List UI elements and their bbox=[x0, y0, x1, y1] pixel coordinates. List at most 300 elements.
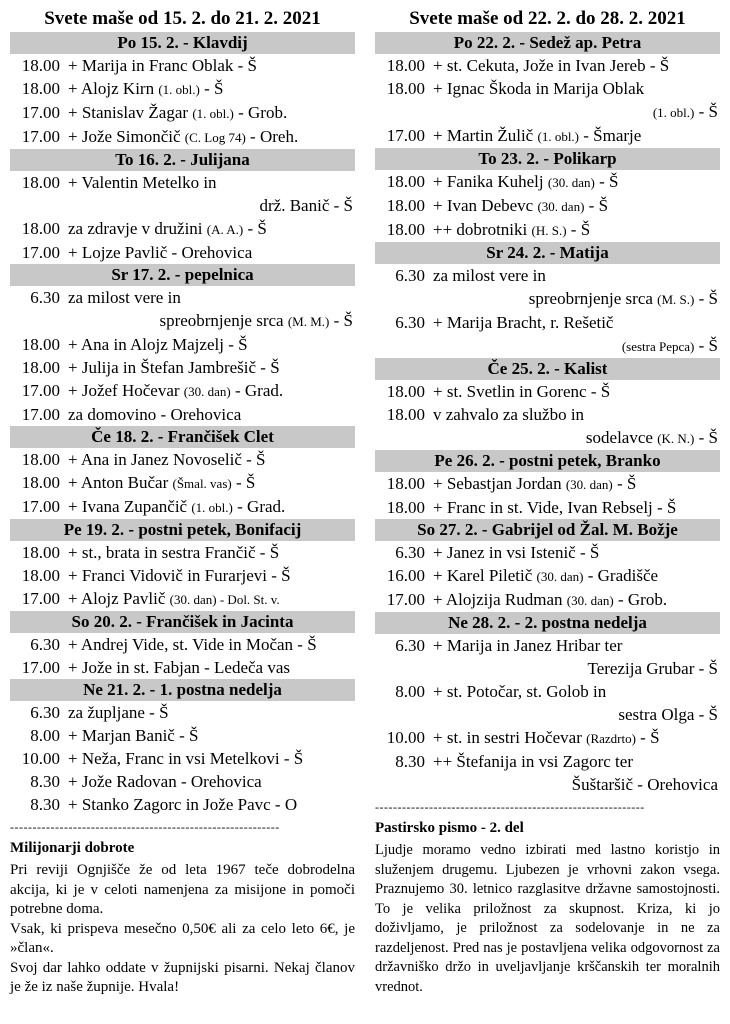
intention-note: (1. obl.) bbox=[158, 82, 200, 97]
intention-text: + Jožef Hočevar bbox=[68, 381, 184, 400]
mass-intention bbox=[68, 747, 355, 770]
mass-intention bbox=[433, 564, 720, 588]
mass-row bbox=[375, 403, 720, 426]
mass-entry bbox=[375, 194, 720, 218]
mass-entry bbox=[375, 496, 720, 519]
mass-time: 18.00 bbox=[21, 543, 60, 562]
continuation-text: sestra Olga - Š bbox=[618, 705, 718, 724]
mass-entry bbox=[10, 356, 355, 379]
intention-text: + Valentin Metelko in bbox=[68, 173, 217, 192]
left-days bbox=[10, 32, 355, 816]
mass-row bbox=[10, 747, 355, 770]
mass-row bbox=[375, 726, 720, 750]
mass-time: 18.00 bbox=[386, 56, 425, 75]
intention-note: (30. dan) - Dol. St. v. bbox=[169, 592, 280, 607]
left-article bbox=[10, 840, 355, 998]
mass-row bbox=[10, 701, 355, 724]
mass-time: 18.00 bbox=[21, 335, 60, 354]
mass-intention bbox=[433, 194, 720, 218]
article-paragraph: Svoj dar lahko oddate v župnijski pisarni. Nekaj članov je že iz naše župnije. Hvala! bbox=[10, 959, 355, 995]
mass-time: 6.30 bbox=[395, 313, 425, 332]
mass-entry bbox=[375, 54, 720, 77]
day-header: Če 18. 2. - Frančišek Clet bbox=[10, 426, 355, 448]
mass-intention bbox=[68, 471, 355, 495]
day-header: Po 15. 2. - Klavdij bbox=[10, 32, 355, 54]
mass-entry bbox=[10, 333, 355, 356]
mass-intention bbox=[433, 541, 720, 564]
mass-continuation bbox=[10, 194, 355, 217]
mass-entry bbox=[375, 472, 720, 496]
mass-time: 17.00 bbox=[21, 243, 60, 262]
intention-text: + Marija in Janez Hribar ter bbox=[433, 636, 623, 655]
mass-time: 6.30 bbox=[30, 703, 60, 722]
mass-intention bbox=[433, 124, 720, 148]
mass-intention bbox=[68, 724, 355, 747]
mass-row bbox=[375, 170, 720, 194]
mass-entry bbox=[375, 77, 720, 124]
mass-entry bbox=[10, 701, 355, 724]
day-header: So 27. 2. - Gabrijel od Žal. M. Božje bbox=[375, 519, 720, 541]
mass-time: 17.00 bbox=[21, 381, 60, 400]
mass-intention bbox=[433, 403, 720, 426]
mass-time: 18.00 bbox=[386, 382, 425, 401]
mass-intention bbox=[68, 564, 355, 587]
intention-note: (A. A.) bbox=[206, 222, 244, 237]
mass-time: 18.00 bbox=[21, 450, 60, 469]
intention-text: + st. Svetlin in Gorenc - Š bbox=[433, 382, 611, 401]
right-days bbox=[375, 32, 720, 796]
intention-location: - Š bbox=[231, 473, 256, 492]
mass-entry bbox=[375, 264, 720, 311]
mass-row bbox=[375, 564, 720, 588]
mass-intention bbox=[433, 588, 720, 612]
intention-note: (30. dan) bbox=[183, 384, 231, 399]
intention-text: + Jože Simončič bbox=[68, 127, 185, 146]
mass-intention bbox=[68, 495, 355, 519]
mass-entry bbox=[10, 379, 355, 403]
mass-entry bbox=[10, 541, 355, 564]
mass-row bbox=[10, 633, 355, 656]
mass-time: 18.00 bbox=[21, 566, 60, 585]
mass-entry bbox=[375, 380, 720, 403]
mass-row bbox=[10, 564, 355, 587]
mass-intention bbox=[68, 356, 355, 379]
left-column bbox=[10, 6, 355, 998]
continuation-note: (sestra Pepca) bbox=[621, 339, 695, 354]
mass-row bbox=[10, 101, 355, 125]
intention-text: za župljane - Š bbox=[68, 703, 169, 722]
continuation-text: spreobrnjenje srca bbox=[159, 311, 288, 330]
mass-continuation bbox=[10, 309, 355, 333]
mass-entry bbox=[10, 241, 355, 264]
intention-text: + Stanislav Žagar bbox=[68, 103, 193, 122]
intention-note: (30. dan) bbox=[537, 199, 585, 214]
mass-intention bbox=[433, 680, 720, 703]
mass-time: 18.00 bbox=[386, 405, 425, 424]
intention-text: v zahvalo za službo in bbox=[433, 405, 585, 424]
mass-intention bbox=[68, 241, 355, 264]
mass-time: 8.00 bbox=[395, 682, 425, 701]
intention-location: - Grad. bbox=[232, 497, 286, 516]
mass-continuation bbox=[375, 703, 720, 726]
mass-intention bbox=[68, 793, 355, 816]
mass-intention bbox=[68, 77, 355, 101]
mass-intention bbox=[68, 541, 355, 564]
intention-location: - Gradišče bbox=[583, 566, 659, 585]
intention-location: - Šmarje bbox=[579, 126, 642, 145]
intention-note: (30. dan) bbox=[566, 593, 614, 608]
mass-entry bbox=[375, 588, 720, 612]
mass-entry bbox=[10, 77, 355, 101]
mass-time: 18.00 bbox=[386, 79, 425, 98]
mass-intention bbox=[68, 54, 355, 77]
mass-intention bbox=[433, 311, 720, 334]
intention-text: za domovino - Orehovica bbox=[68, 405, 242, 424]
mass-row bbox=[10, 656, 355, 679]
intention-note: (1. obl.) bbox=[191, 500, 233, 515]
continuation-text: sodelavce bbox=[585, 428, 658, 447]
intention-text: + Neža, Franc in vsi Metelkovi - Š bbox=[68, 749, 304, 768]
left-article-body bbox=[10, 861, 355, 998]
mass-entry bbox=[375, 750, 720, 796]
mass-row bbox=[375, 472, 720, 496]
mass-time: 18.00 bbox=[386, 172, 425, 191]
day-header: Ne 21. 2. - 1. postna nedelja bbox=[10, 679, 355, 701]
mass-entry bbox=[10, 125, 355, 149]
intention-location: - Š bbox=[584, 196, 609, 215]
day-header: Sr 17. 2. - pepelnica bbox=[10, 264, 355, 286]
mass-row bbox=[375, 218, 720, 242]
continuation-location: - Š bbox=[694, 428, 718, 447]
intention-text: + Ana in Alojz Majzelj - Š bbox=[68, 335, 248, 354]
day-header: Pe 26. 2. - postni petek, Branko bbox=[375, 450, 720, 472]
intention-text: + Lojze Pavlič - Orehovica bbox=[68, 243, 253, 262]
intention-location: - Grob. bbox=[613, 590, 668, 609]
mass-time: 18.00 bbox=[386, 498, 425, 517]
mass-time: 10.00 bbox=[21, 749, 60, 768]
mass-intention bbox=[68, 171, 355, 194]
intention-text: + st. Cekuta, Jože in Ivan Jereb - Š bbox=[433, 56, 670, 75]
intention-text: + Karel Piletič bbox=[433, 566, 537, 585]
mass-intention bbox=[68, 333, 355, 356]
intention-text: + Marija in Franc Oblak - Š bbox=[68, 56, 257, 75]
mass-row bbox=[10, 356, 355, 379]
mass-intention bbox=[433, 634, 720, 657]
article-paragraph: Vsak, ki prispeva mesečno 0,50€ ali za celo leto 6€, je »član«. bbox=[10, 920, 355, 956]
continuation-location: - Š bbox=[694, 289, 718, 308]
mass-row bbox=[10, 171, 355, 194]
mass-time: 18.00 bbox=[386, 196, 425, 215]
mass-row bbox=[10, 495, 355, 519]
intention-text: za milost vere in bbox=[433, 266, 546, 285]
intention-location: - Š bbox=[199, 79, 224, 98]
mass-time: 16.00 bbox=[386, 566, 425, 585]
intention-text: ++ Štefanija in vsi Zagorc ter bbox=[433, 752, 633, 771]
mass-row bbox=[10, 286, 355, 309]
mass-entry bbox=[10, 101, 355, 125]
mass-time: 10.00 bbox=[386, 728, 425, 747]
intention-text: + Alojz Kirn bbox=[68, 79, 159, 98]
mass-entry bbox=[375, 403, 720, 450]
mass-intention bbox=[68, 770, 355, 793]
mass-intention bbox=[68, 656, 355, 679]
intention-text: + Alojz Pavlič bbox=[68, 589, 170, 608]
mass-entry bbox=[375, 170, 720, 194]
mass-row bbox=[375, 380, 720, 403]
day-header: Po 22. 2. - Sedež ap. Petra bbox=[375, 32, 720, 54]
continuation-note: (M. M.) bbox=[287, 314, 330, 329]
day-header: Pe 19. 2. - postni petek, Bonifacij bbox=[10, 519, 355, 541]
mass-row bbox=[375, 124, 720, 148]
mass-entry bbox=[375, 218, 720, 242]
mass-row bbox=[375, 311, 720, 334]
mass-time: 8.30 bbox=[30, 795, 60, 814]
mass-intention bbox=[68, 448, 355, 471]
intention-text: + st. in sestri Hočevar bbox=[433, 728, 587, 747]
intention-text: + Alojzija Rudman bbox=[433, 590, 567, 609]
continuation-text: spreobrnjenje srca bbox=[528, 289, 658, 308]
mass-intention bbox=[433, 750, 720, 773]
mass-time: 18.00 bbox=[21, 79, 60, 98]
mass-entry bbox=[375, 564, 720, 588]
mass-time: 18.00 bbox=[21, 219, 60, 238]
left-separator: ------------------------------------------------------------ bbox=[10, 820, 280, 834]
continuation-text: Šuštaršič - Orehovica bbox=[571, 775, 718, 794]
mass-entry bbox=[10, 564, 355, 587]
mass-row bbox=[10, 54, 355, 77]
mass-entry bbox=[10, 633, 355, 656]
mass-intention bbox=[68, 217, 355, 241]
continuation-note: (M. S.) bbox=[657, 292, 695, 307]
mass-row bbox=[10, 379, 355, 403]
mass-row bbox=[10, 77, 355, 101]
intention-note: (30. dan) bbox=[547, 175, 595, 190]
intention-text: + Jože in st. Fabjan - Ledeča vas bbox=[68, 658, 291, 677]
intention-text: + Jože Radovan - Orehovica bbox=[68, 772, 262, 791]
mass-entry bbox=[375, 680, 720, 726]
mass-time: 8.00 bbox=[30, 726, 60, 745]
mass-time: 18.00 bbox=[21, 56, 60, 75]
mass-time: 17.00 bbox=[21, 589, 60, 608]
day-header: To 23. 2. - Polikarp bbox=[375, 148, 720, 170]
right-separator: ------------------------------------------------------------ bbox=[375, 800, 645, 814]
mass-row bbox=[375, 750, 720, 773]
intention-text: za milost vere in bbox=[68, 288, 181, 307]
mass-time: 17.00 bbox=[21, 103, 60, 122]
intention-text: + Ivana Zupančič bbox=[68, 497, 192, 516]
mass-intention bbox=[68, 379, 355, 403]
intention-note: (Šmal. vas) bbox=[172, 476, 232, 491]
intention-text: + Martin Žulič bbox=[433, 126, 538, 145]
intention-text: + st., brata in sestra Frančič - Š bbox=[68, 543, 280, 562]
mass-row bbox=[10, 541, 355, 564]
mass-time: 17.00 bbox=[21, 127, 60, 146]
mass-intention bbox=[433, 726, 720, 750]
right-article bbox=[375, 820, 720, 997]
mass-row bbox=[375, 264, 720, 287]
intention-text: + Ana in Janez Novoselič - Š bbox=[68, 450, 266, 469]
mass-intention bbox=[433, 54, 720, 77]
mass-continuation bbox=[375, 773, 720, 796]
intention-location: - Š bbox=[566, 220, 591, 239]
intention-text: + Sebastjan Jordan bbox=[433, 474, 566, 493]
mass-entry bbox=[10, 587, 355, 611]
mass-time: 8.30 bbox=[395, 752, 425, 771]
mass-entry bbox=[10, 403, 355, 426]
mass-time: 6.30 bbox=[30, 635, 60, 654]
intention-location: - Grad. bbox=[230, 381, 284, 400]
intention-text: + Andrej Vide, st. Vide in Močan - Š bbox=[68, 635, 317, 654]
intention-text: + Julija in Štefan Jambrešič - Š bbox=[68, 358, 280, 377]
mass-entry bbox=[10, 171, 355, 217]
mass-entry bbox=[375, 541, 720, 564]
mass-entry bbox=[375, 726, 720, 750]
mass-entry bbox=[10, 747, 355, 770]
left-article-title: Milijonarji dobrote bbox=[10, 840, 135, 856]
intention-text: + Ivan Debevc bbox=[433, 196, 538, 215]
intention-text: + Marjan Banič - Š bbox=[68, 726, 199, 745]
mass-continuation bbox=[375, 334, 720, 358]
day-header: To 16. 2. - Julijana bbox=[10, 149, 355, 171]
mass-time: 6.30 bbox=[395, 543, 425, 562]
mass-intention bbox=[68, 633, 355, 656]
continuation-location: - Š bbox=[694, 102, 718, 121]
right-schedule-title: Svete maše od 22. 2. do 28. 2. 2021 bbox=[409, 8, 686, 29]
mass-row bbox=[375, 541, 720, 564]
intention-location: - Š bbox=[594, 172, 619, 191]
intention-note: (1. obl.) bbox=[192, 106, 234, 121]
intention-location: - Grob. bbox=[233, 103, 288, 122]
mass-row bbox=[10, 587, 355, 611]
mass-continuation bbox=[375, 426, 720, 450]
continuation-text: Terezija Grubar - Š bbox=[587, 659, 718, 678]
mass-entry bbox=[10, 471, 355, 495]
continuation-location: - Š bbox=[329, 311, 353, 330]
mass-continuation bbox=[375, 287, 720, 311]
mass-intention bbox=[433, 472, 720, 496]
mass-continuation bbox=[375, 657, 720, 680]
mass-time: 6.30 bbox=[395, 266, 425, 285]
mass-time: 6.30 bbox=[395, 636, 425, 655]
mass-intention bbox=[68, 587, 355, 611]
mass-time: 18.00 bbox=[21, 473, 60, 492]
mass-intention bbox=[433, 496, 720, 519]
intention-text: + Franci Vidovič in Furarjevi - Š bbox=[68, 566, 291, 585]
mass-entry bbox=[375, 124, 720, 148]
mass-entry bbox=[10, 495, 355, 519]
article-paragraph: Pri reviji Ognjišče že od leta 1967 teče dobrodelna akcija, ki je v celoti namenjena za misijone in pomoči potrebne doma. bbox=[10, 862, 355, 917]
intention-text: + Fanika Kuhelj bbox=[433, 172, 548, 191]
article-paragraph: Ljudje moramo vedno izbirati med lastno koristjo in služenjem drugemu. Ljubezen je vrhovni zakon vsega. Praznujemo 30. letnico razglasitve državne samostojnosti. To je velika priložnost za skupnost. Kriza, ki jo doživljamo, je priložnost za sodelovanje in ne za razdeljenost. Pred nas je postavljena velika odgovornost za državniško držo in uveljavljanje krščanskih ter moralnih vrednot. bbox=[375, 842, 720, 995]
mass-row bbox=[10, 471, 355, 495]
mass-entry bbox=[10, 793, 355, 816]
mass-time: 18.00 bbox=[21, 358, 60, 377]
mass-intention bbox=[68, 403, 355, 426]
day-header: Ne 28. 2. - 2. postna nedelja bbox=[375, 612, 720, 634]
intention-text: + Anton Bučar bbox=[68, 473, 173, 492]
mass-row bbox=[10, 241, 355, 264]
mass-intention bbox=[433, 77, 720, 100]
mass-intention bbox=[433, 170, 720, 194]
mass-intention bbox=[433, 264, 720, 287]
intention-location: - Š bbox=[612, 474, 637, 493]
intention-note: (1. obl.) bbox=[537, 129, 580, 144]
left-schedule-title: Svete maše od 15. 2. do 21. 2. 2021 bbox=[44, 8, 321, 29]
right-column bbox=[375, 6, 720, 997]
intention-note: (C. Log 74) bbox=[184, 130, 246, 145]
mass-entry bbox=[10, 724, 355, 747]
mass-intention bbox=[433, 380, 720, 403]
intention-text: + Stanko Zagorc in Jože Pavc - O bbox=[68, 795, 298, 814]
mass-entry bbox=[10, 770, 355, 793]
right-article-title: Pastirsko pismo - 2. del bbox=[375, 820, 524, 836]
mass-row bbox=[10, 793, 355, 816]
mass-intention bbox=[433, 218, 720, 242]
mass-row bbox=[375, 588, 720, 612]
intention-text: ++ dobrotniki bbox=[433, 220, 532, 239]
mass-time: 17.00 bbox=[386, 590, 425, 609]
mass-row bbox=[375, 194, 720, 218]
mass-intention bbox=[68, 286, 355, 309]
mass-row bbox=[10, 217, 355, 241]
continuation-note: (K. N.) bbox=[657, 431, 695, 446]
mass-entry bbox=[375, 634, 720, 680]
intention-note: (H. S.) bbox=[531, 223, 567, 238]
mass-row bbox=[10, 770, 355, 793]
mass-row bbox=[375, 680, 720, 703]
intention-note: (30. dan) bbox=[536, 569, 584, 584]
mass-entry bbox=[10, 448, 355, 471]
continuation-location: - Š bbox=[694, 336, 718, 355]
mass-time: 18.00 bbox=[386, 474, 425, 493]
mass-row bbox=[10, 403, 355, 426]
mass-time: 18.00 bbox=[21, 173, 60, 192]
intention-text: za zdravje v družini bbox=[68, 219, 207, 238]
mass-time: 17.00 bbox=[21, 497, 60, 516]
intention-note: (30. dan) bbox=[565, 477, 613, 492]
intention-text: + Janez in vsi Istenič - Š bbox=[433, 543, 600, 562]
mass-time: 8.30 bbox=[30, 772, 60, 791]
mass-entry bbox=[10, 217, 355, 241]
day-header: So 20. 2. - Frančišek in Jacinta bbox=[10, 611, 355, 633]
intention-text: + Ignac Škoda in Marija Oblak bbox=[433, 79, 645, 98]
mass-entry bbox=[10, 286, 355, 333]
right-article-body bbox=[375, 841, 720, 997]
mass-intention bbox=[68, 101, 355, 125]
mass-row bbox=[10, 125, 355, 149]
mass-time: 17.00 bbox=[386, 126, 425, 145]
mass-row bbox=[10, 724, 355, 747]
mass-row bbox=[10, 448, 355, 471]
mass-time: 18.00 bbox=[386, 220, 425, 239]
mass-row bbox=[375, 634, 720, 657]
intention-location: - Š bbox=[635, 728, 660, 747]
mass-entry bbox=[375, 311, 720, 358]
intention-location: - Š bbox=[243, 219, 267, 238]
intention-text: + Marija Bracht, r. Rešetič bbox=[433, 313, 614, 332]
intention-text: + Franc in st. Vide, Ivan Rebselj - Š bbox=[433, 498, 677, 517]
continuation-note: (1. obl.) bbox=[652, 105, 695, 120]
mass-row bbox=[10, 333, 355, 356]
mass-time: 6.30 bbox=[30, 288, 60, 307]
intention-note: (Razdrto) bbox=[586, 731, 636, 746]
intention-location: - Oreh. bbox=[245, 127, 299, 146]
mass-time: 17.00 bbox=[21, 405, 60, 424]
mass-entry bbox=[10, 656, 355, 679]
mass-row bbox=[375, 54, 720, 77]
day-header: Sr 24. 2. - Matija bbox=[375, 242, 720, 264]
mass-row bbox=[375, 496, 720, 519]
